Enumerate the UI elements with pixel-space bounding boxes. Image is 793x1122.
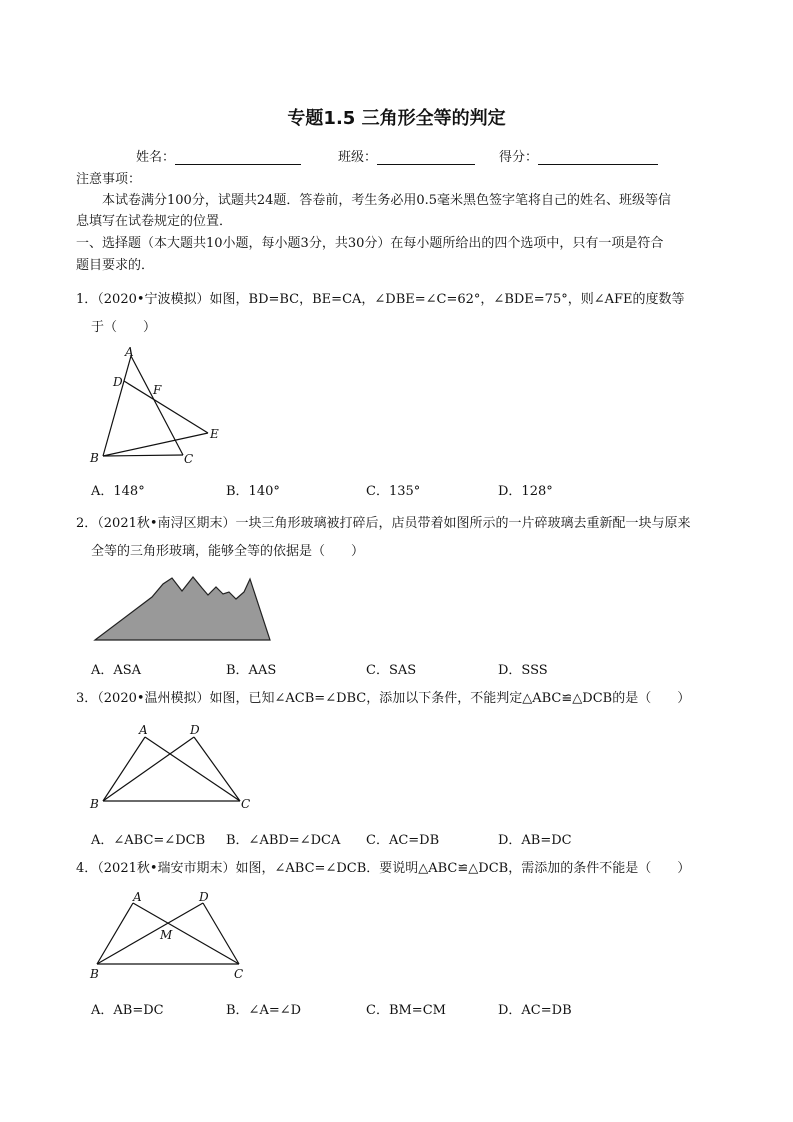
class-blank — [377, 151, 475, 165]
label-b: B — [90, 451, 99, 465]
question-2-text: 2．（2021秋•南浔区期末）一块三角形玻璃被打碎后，店员带着如图所示的一片碎玻璃去重新配一块与原来 — [76, 516, 691, 531]
class-field — [338, 146, 475, 165]
question-4-option-b: B．∠A=∠D — [226, 1003, 302, 1018]
question-2-option-b: B．AAS — [226, 663, 277, 678]
question-2-text-2: 全等的三角形玻璃，能够全等的依据是（ ） — [91, 544, 365, 559]
section-heading-2: 题目要求的． — [76, 258, 155, 273]
edge-db — [103, 737, 194, 801]
label-e: E — [210, 427, 219, 441]
label-m: M — [160, 928, 173, 942]
edge-ac — [145, 737, 240, 801]
label-a: A — [139, 723, 148, 737]
notice-line-2: 息填写在试卷规定的位置． — [76, 214, 233, 229]
section-heading-1: 一、选择题（本大题共10小题，每小题3分，共30分）在每小题所给出的四个选项中，只有一项是符合 — [76, 236, 664, 251]
notice-heading: 注意事项： — [76, 172, 142, 187]
question-1-figure — [80, 342, 240, 468]
question-4-figure — [82, 886, 258, 982]
question-2-figure — [90, 574, 276, 644]
question-2-option-c: C．SAS — [366, 663, 417, 678]
edge-dc — [194, 737, 240, 801]
label-a: A — [133, 890, 142, 904]
question-3-text: 3．（2020•温州模拟）如图，已知∠ACB=∠DBC，添加以下条件，不能判定△ABC≌△DCB的是（ ） — [76, 691, 691, 706]
question-4-option-d: D．AC=DB — [498, 1003, 572, 1018]
question-1-option-d: D．128° — [498, 484, 553, 499]
question-1-option-a: A．148° — [91, 484, 145, 499]
name-blank — [175, 151, 301, 165]
edge-bc — [103, 455, 183, 456]
class-label: 班级： — [338, 150, 378, 165]
question-3-option-d: D．AB=DC — [498, 833, 572, 848]
label-c: C — [234, 967, 244, 981]
name-field — [136, 146, 301, 165]
page-title: 专题1.5 三角形全等的判定 — [287, 108, 506, 129]
label-d: D — [199, 890, 209, 904]
score-blank — [538, 151, 658, 165]
question-3-option-c: C．AC=DB — [366, 833, 440, 848]
notice-line-1: 本试卷满分100分，试题共24题．答卷前，考生务必用0.5毫米黑色签字笔将自己的姓名、班级等信 — [102, 193, 672, 208]
edge-ab — [103, 737, 145, 801]
question-3-option-a: A．∠ABC=∠DCB — [91, 833, 206, 848]
question-1-text-2: 于（ ） — [91, 320, 157, 335]
question-2-option-a: A．ASA — [91, 663, 142, 678]
edge-ab — [97, 903, 133, 964]
question-4-option-a: A．AB=DC — [91, 1003, 164, 1018]
edge-ab — [103, 356, 131, 456]
label-f: F — [153, 383, 162, 397]
question-4-text: 4．（2021秋•瑞安市期末）如图，∠ABC=∠DCB．要说明△ABC≌△DCB，需添加的条件不能是（ ） — [76, 861, 691, 876]
label-d: D — [113, 375, 123, 389]
question-1-option-c: C．135° — [366, 484, 421, 499]
label-d: D — [190, 723, 200, 737]
label-c: C — [184, 452, 194, 466]
edge-dc — [203, 903, 239, 964]
question-1-text: 1．（2020•宁波模拟）如图，BD=BC，BE=CA，∠DBE=∠C=62°，∠BDE=75°，则∠AFE的度数等 — [76, 292, 685, 307]
label-c: C — [241, 797, 251, 811]
score-field — [499, 146, 658, 165]
question-2-option-d: D．SSS — [498, 663, 548, 678]
label-b: B — [90, 797, 99, 811]
name-label: 姓名： — [136, 150, 176, 165]
edge-de — [124, 381, 208, 433]
question-1-option-b: B．140° — [226, 484, 280, 499]
label-a: A — [125, 345, 134, 359]
score-label: 得分： — [499, 150, 539, 165]
question-4-option-c: C．BM=CM — [366, 1003, 446, 1018]
question-3-option-b: B．∠ABD=∠DCA — [226, 833, 341, 848]
broken-glass-shape — [95, 577, 270, 640]
label-b: B — [90, 967, 99, 981]
question-3-figure — [84, 718, 260, 812]
